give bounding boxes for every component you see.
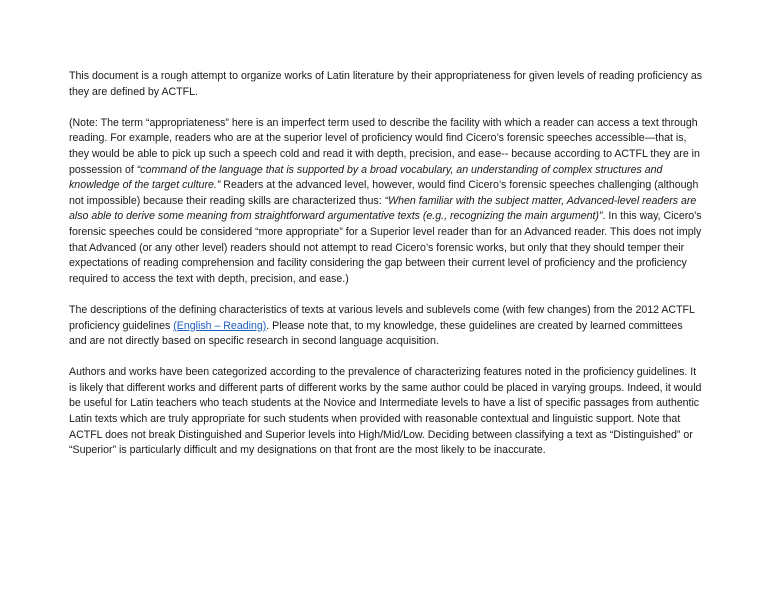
intro-text: This document is a rough attempt to organize works of Latin literature by their appropriateness for given levels of reading proficiency as they are defined by ACTFL. bbox=[69, 70, 703, 98]
guidelines-paragraph bbox=[69, 303, 703, 350]
advanced-quote: “When familiar with the subject matter, Advanced-level readers are also able to derive some meaning from straightforward argumentative texts (e.g., recognizing the main argument)” bbox=[69, 194, 697, 223]
note-text-part2: Readers at the advanced level, however, would find Cicero’s forensic speeches challenging (although not impossible) because their reading skills are characterized thus: bbox=[69, 179, 699, 207]
note-text-part3: . In this way, Cicero’s forensic speeches could be considered “more appropriate” for a Superior level reader than for an Advanced reader. This does not imply that Advanced (or any other level) readers should not attempt to read Cicero’s forensic works, but only that they should temper their expectations of reading comprehension and facility considering the gap between their current level of proficiency and the proficiency required to access the text with depth, precision, and ease.) bbox=[69, 210, 702, 285]
intro-paragraph bbox=[69, 69, 703, 100]
categorization-text: Authors and works have been categorized according to the prevalence of characterizing features noted in the proficiency guidelines. It is likely that different works and different parts of different works by the same author could be placed in varying groups. Indeed, it would be useful for Latin teachers who teach students at the Novice and Intermediate levels to have a list of specific passages from authentic Latin texts which are truly appropriate for such students when provided with reasonable contextual and linguistic support. Note that ACTFL does not break Distinguished and Superior levels into High/Mid/Low. Deciding between classifying a text as “Distinguished” or “Superior” is particularly difficult and my designations on that front are the most likely to be inaccurate. bbox=[69, 366, 702, 457]
guidelines-link[interactable]: (English – Reading) bbox=[173, 319, 267, 332]
guidelines-text-before: The descriptions of the defining characteristics of texts at various levels and sublevels come (with few changes) from the 2012 ACTFL proficiency guidelines bbox=[69, 303, 695, 332]
superior-quote: “command of the language that is supported by a broad vocabulary, an understanding of complex structures and knowledge of the target culture.” bbox=[69, 163, 663, 192]
note-text-part1: (Note: The term “appropriateness” here is an imperfect term used to describe the facility with which a reader can access a text through reading. For example, readers who are at the superior level of proficiency would find Cicero’s forensic speeches accessible—that is, they would be able to pick up such a speech cold and read it with depth, precision, and ease-- because according to ACTFL they are in possession of bbox=[69, 116, 700, 176]
document-body bbox=[69, 69, 703, 474]
categorization-paragraph bbox=[69, 365, 703, 459]
guidelines-text-after: . Please note that, to my knowledge, these guidelines are created by learned committees and are not directly based on specific research in second language acquisition. bbox=[69, 319, 683, 348]
note-paragraph bbox=[69, 116, 703, 288]
